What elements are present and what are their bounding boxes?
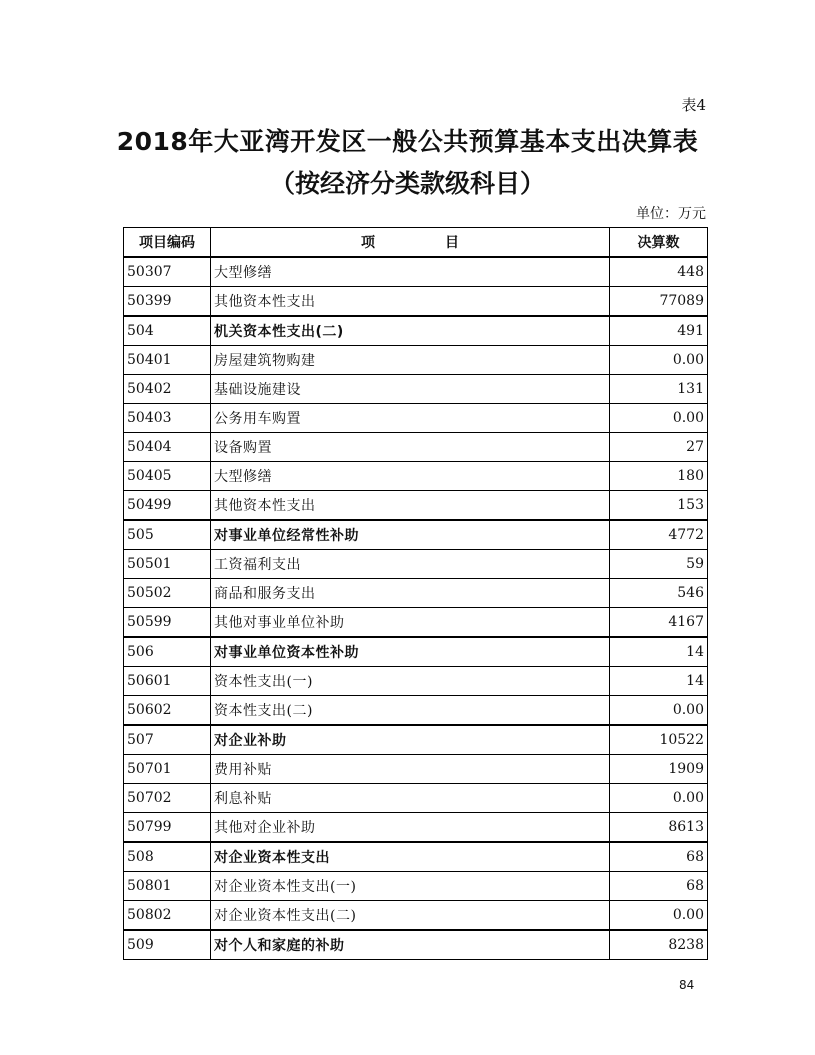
row-code: 50399 xyxy=(124,287,211,317)
table-row xyxy=(124,608,708,638)
table-row-category xyxy=(124,637,708,667)
row-name: 其他资本性支出 xyxy=(211,287,610,317)
table-row-category xyxy=(124,930,708,960)
table-number: 表4 xyxy=(681,96,706,114)
row-amount: 27 xyxy=(610,433,708,462)
page-number: 84 xyxy=(679,978,695,992)
row-name: 房屋建筑物购建 xyxy=(211,346,610,375)
row-amount: 491 xyxy=(610,316,708,346)
row-code: 505 xyxy=(124,520,211,550)
row-amount: 0.00 xyxy=(610,901,708,931)
row-code: 50403 xyxy=(124,404,211,433)
row-amount: 4772 xyxy=(610,520,708,550)
row-amount: 546 xyxy=(610,579,708,608)
row-name: 工资福利支出 xyxy=(211,550,610,579)
row-code: 50402 xyxy=(124,375,211,404)
table-header-row xyxy=(124,228,708,258)
table-row xyxy=(124,872,708,901)
row-amount: 59 xyxy=(610,550,708,579)
row-amount: 14 xyxy=(610,637,708,667)
table-row-category xyxy=(124,725,708,755)
row-amount: 14 xyxy=(610,667,708,696)
row-code: 50501 xyxy=(124,550,211,579)
unit-label: 单位：万元 xyxy=(636,206,706,222)
row-name: 其他资本性支出 xyxy=(211,491,610,521)
table-row xyxy=(124,346,708,375)
row-amount: 68 xyxy=(610,872,708,901)
row-name: 对事业单位经常性补助 xyxy=(211,520,610,550)
header-amount: 决算数 xyxy=(610,228,708,258)
row-amount: 8238 xyxy=(610,930,708,960)
row-code: 508 xyxy=(124,842,211,872)
row-name: 商品和服务支出 xyxy=(211,579,610,608)
table-row xyxy=(124,755,708,784)
row-name: 对个人和家庭的补助 xyxy=(211,930,610,960)
row-amount: 448 xyxy=(610,257,708,287)
row-code: 504 xyxy=(124,316,211,346)
header-item: 项 目 xyxy=(211,228,610,258)
row-amount: 77089 xyxy=(610,287,708,317)
table-row-category xyxy=(124,842,708,872)
row-amount: 4167 xyxy=(610,608,708,638)
row-code: 509 xyxy=(124,930,211,960)
row-name: 对事业单位资本性补助 xyxy=(211,637,610,667)
row-amount: 8613 xyxy=(610,813,708,843)
row-amount: 180 xyxy=(610,462,708,491)
row-code: 50499 xyxy=(124,491,211,521)
row-amount: 0.00 xyxy=(610,784,708,813)
table-row xyxy=(124,257,708,287)
row-amount: 1909 xyxy=(610,755,708,784)
row-amount: 0.00 xyxy=(610,696,708,726)
table-row xyxy=(124,784,708,813)
row-name: 费用补贴 xyxy=(211,755,610,784)
table-row xyxy=(124,287,708,317)
row-code: 506 xyxy=(124,637,211,667)
row-code: 507 xyxy=(124,725,211,755)
row-code: 50502 xyxy=(124,579,211,608)
row-code: 50602 xyxy=(124,696,211,726)
row-name: 利息补贴 xyxy=(211,784,610,813)
row-name: 其他对事业单位补助 xyxy=(211,608,610,638)
budget-table xyxy=(123,227,708,960)
table-row xyxy=(124,491,708,521)
row-amount: 0.00 xyxy=(610,404,708,433)
row-name: 对企业补助 xyxy=(211,725,610,755)
row-code: 50405 xyxy=(124,462,211,491)
row-name: 资本性支出(二) xyxy=(211,696,610,726)
row-code: 50404 xyxy=(124,433,211,462)
row-code: 50801 xyxy=(124,872,211,901)
table-row xyxy=(124,404,708,433)
row-name: 基础设施建设 xyxy=(211,375,610,404)
row-code: 50599 xyxy=(124,608,211,638)
row-name: 大型修缮 xyxy=(211,257,610,287)
page-subtitle: （按经济分类款级科目） xyxy=(269,169,545,198)
table-row-category xyxy=(124,316,708,346)
row-name: 资本性支出(一) xyxy=(211,667,610,696)
table-row xyxy=(124,901,708,931)
table-row-category xyxy=(124,520,708,550)
table-row xyxy=(124,550,708,579)
table-row xyxy=(124,433,708,462)
row-name: 对企业资本性支出(二) xyxy=(211,901,610,931)
table-row xyxy=(124,579,708,608)
row-name: 对企业资本性支出 xyxy=(211,842,610,872)
row-name: 设备购置 xyxy=(211,433,610,462)
row-amount: 131 xyxy=(610,375,708,404)
row-code: 50401 xyxy=(124,346,211,375)
table-row xyxy=(124,696,708,726)
page-title: 2018年大亚湾开发区一般公共预算基本支出决算表 xyxy=(116,127,699,156)
row-amount: 10522 xyxy=(610,725,708,755)
row-amount: 153 xyxy=(610,491,708,521)
row-name: 对企业资本性支出(一) xyxy=(211,872,610,901)
row-code: 50799 xyxy=(124,813,211,843)
table-row xyxy=(124,667,708,696)
header-code: 项目编码 xyxy=(124,228,211,258)
row-code: 50701 xyxy=(124,755,211,784)
row-name: 公务用车购置 xyxy=(211,404,610,433)
table-body xyxy=(124,257,708,960)
table-row xyxy=(124,813,708,843)
row-name: 机关资本性支出(二) xyxy=(211,316,610,346)
row-amount: 68 xyxy=(610,842,708,872)
row-amount: 0.00 xyxy=(610,346,708,375)
row-name: 其他对企业补助 xyxy=(211,813,610,843)
table-row xyxy=(124,375,708,404)
row-code: 50702 xyxy=(124,784,211,813)
row-name: 大型修缮 xyxy=(211,462,610,491)
row-code: 50307 xyxy=(124,257,211,287)
table-row xyxy=(124,462,708,491)
row-code: 50601 xyxy=(124,667,211,696)
row-code: 50802 xyxy=(124,901,211,931)
